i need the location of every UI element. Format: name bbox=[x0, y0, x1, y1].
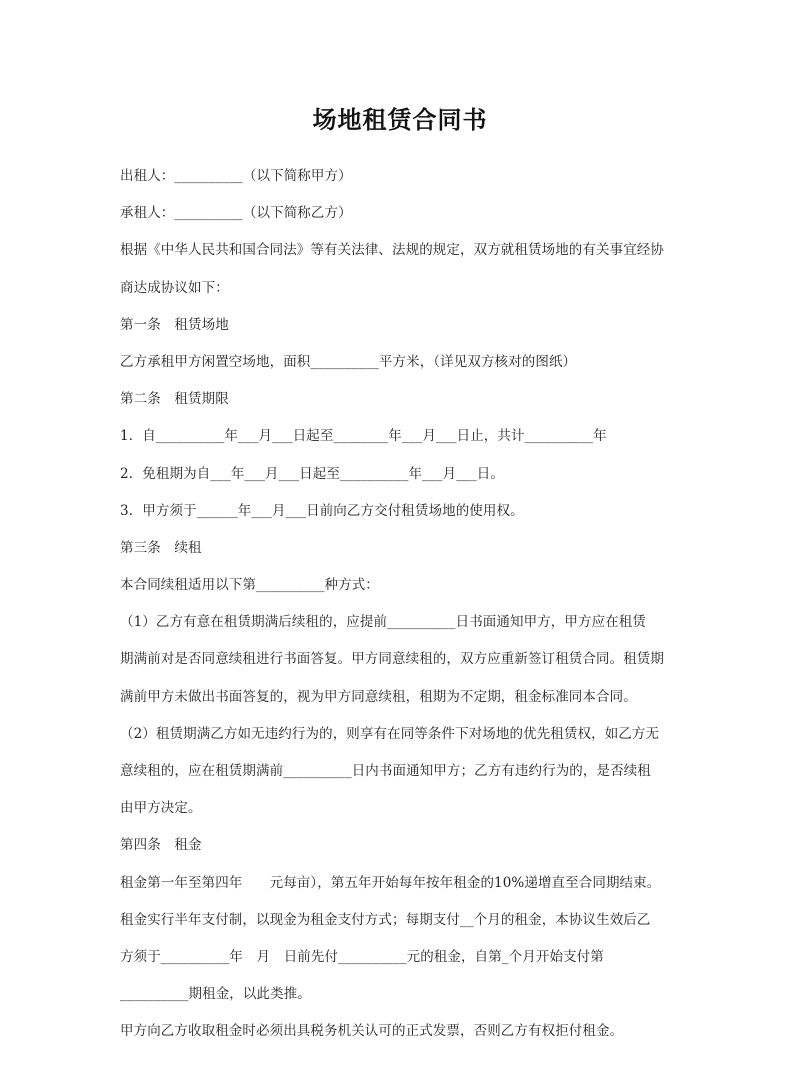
article-2-heading: 第二条 租赁期限 bbox=[120, 391, 229, 408]
article-3-option-1-line-2: 期满前对是否同意续租进行书面答复。甲方同意续租的，双方应重新签订租赁合同。租赁期 bbox=[120, 651, 664, 668]
article-4-payment-line-1: 租金实行半年支付制，以现金为租金支付方式；每期支付__个月的租金，本协议生效后乙 bbox=[120, 911, 651, 928]
article-1-heading: 第一条 租赁场地 bbox=[120, 316, 229, 333]
article-3-option-2-line-1: （2）租赁期满乙方如无违约行为的，则享有在同等条件下对场地的优先租赁权，如乙方无 bbox=[120, 725, 660, 742]
lessee-line: 承租人：__________（以下简称乙方） bbox=[120, 205, 352, 222]
article-4-payment-line-2: 方须于__________年 月 日前先付__________元的租金，自第_个月开始支付第 bbox=[120, 948, 604, 965]
lessor-line: 出租人：__________（以下简称甲方） bbox=[120, 168, 352, 184]
contract-body bbox=[120, 163, 700, 1056]
article-2-item-3: 3．甲方须于______年___月___日前向乙方交付租赁场地的使用权。 bbox=[120, 502, 524, 519]
document-title: 场地租赁合同书 bbox=[312, 106, 488, 134]
article-3-option-1-line-1: （1）乙方有意在租赁期满后续租的，应提前__________日书面通知甲方，甲方应在租赁 bbox=[120, 614, 646, 631]
article-3-heading: 第三条 续租 bbox=[120, 539, 202, 556]
article-2-item-2: 2．免租期为自___年___月___日起至__________年___月___日。 bbox=[120, 465, 504, 482]
article-3-intro: 本合同续租适用以下第__________种方式： bbox=[120, 577, 379, 594]
article-2-item-1: 1．自__________年___月___日起至________年___月___日止，共计__________年 bbox=[120, 428, 607, 445]
article-3-option-2-line-3: 由甲方决定。 bbox=[120, 800, 202, 817]
preamble-line-2: 商达成协议如下： bbox=[120, 279, 229, 296]
article-4-payment-line-3: __________期租金，以此类推。 bbox=[120, 986, 311, 1003]
article-3-option-1-line-3: 满前甲方未做出书面答复的，视为甲方同意续租，租期为不定期，租金标准同本合同。 bbox=[120, 688, 637, 705]
article-3-option-2-line-2: 意续租的，应在租赁期满前__________日内书面通知甲方；乙方有违约行为的，是否续租 bbox=[120, 763, 651, 779]
article-4-rent-line-1: 租金第一年至第四年 元每亩），第五年开始每年按年租金的10%递增直至合同期结束。 bbox=[120, 874, 661, 891]
article-4-heading: 第四条 租金 bbox=[120, 837, 202, 854]
article-4-invoice-line: 甲方向乙方收取租金时必须出具税务机关认可的正式发票，否则乙方有权拒付租金。 bbox=[120, 1023, 624, 1040]
article-1-text: 乙方承租甲方闲置空场地，面积__________平方米，（详见双方核对的图纸） bbox=[120, 353, 577, 370]
preamble-line-1: 根据《中华人民共和国合同法》等有关法律、法规的规定，双方就租赁场地的有关事宜经协 bbox=[120, 242, 664, 259]
